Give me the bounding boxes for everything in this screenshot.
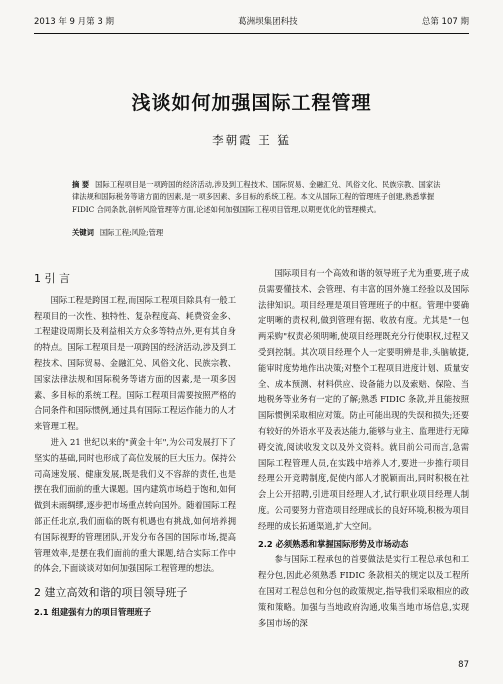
abstract-text: 国际工程项目是一项跨国的经济活动,涉及到工程技术、国际贸易、金融汇兑、风俗文化、民族宗教、国家法律法规和国际税务等诸方面的因素,是一项多因素、多目标的系统工程。本文从国际工程的管理班子创建,熟悉掌握 FIDIC 合同条款,剖析风险管理等方面,论述如何加强国际工程项目管理,以期更优化的管理模式。 [72, 180, 441, 214]
left-column [34, 271, 236, 621]
section-2-heading: 2 建立高效和谐的项目领导班子 [34, 586, 188, 600]
section-1-heading: 1 引 言 [34, 272, 70, 285]
journal-name: 葛洲坝集团科技 [238, 17, 298, 27]
issue-total: 总第 107 期 [421, 17, 469, 27]
keywords [72, 228, 441, 238]
keywords-label: 关键词 [72, 228, 94, 237]
keywords-text: 国际工程;风险;管理 [99, 228, 164, 237]
right-paragraph-2: 参与国际工程承包的首要做法是实行工程总承包和工程分包,因此必须熟悉 FIDIC 条款相关的规定以及工程所在国对工程总包和分包的政策规定,指导我们采取相应的政策和策略。加强与当地政府沟通,收集当地市场信息,实现多国市场的深 [258, 554, 469, 628]
subsection-2-2-heading: 2.2 必须熟悉和掌握国际形势及市场动态 [258, 538, 409, 549]
article-title: 浅谈如何加强国际工程管理 [131, 92, 372, 114]
left-paragraph-2: 进入 21 世纪以来的"黄金十年",为公司发展打下了坚实的基础,同时也形成了高位发展的巨大压力。保持公司高速发展、健康发展,既是我们义不容辞的责任,也是摆在我们面前的重大课题。国内建筑市场趋于饱和,如何做到未雨绸缪,逐步把市场重点转向国外。随着国际工程部正任北京,我们面临的既有机遇也有挑战,如何培养拥有国际视野的管理团队,开发分布各国的国际市场,提高管理效率,是摆在我们面前的重大课题,结合实际工作中的体会,下面谈谈对如何加强国际工程管理的想法。 [34, 436, 236, 574]
right-paragraph-1: 国际项目有一个高效和谐的领导班子尤为重要,班子成员需要懂技术、会管理、有丰富的国外施工经验以及国际法律知识。项目经理是项目管理班子的中枢。管理中要确定明晰的责权利,做到管理有据、收放有度。尤其是"一包两采购"权责必须明晰,使项目经理既充分行使职权,过程又受到控制。其次项目经理个人一定要明辨是非,头脑敏捷,能审时度势地作出决策;对整个工程项目进度计划、质量安全、成本预测、材料供应、设备能力以及索赔、保险、当地税务等业务有一定的了解;熟悉 FIDIC 条款,并且能按照国际惯例采取相应对策。防止可能出现的失误和损失;还要有较好的外语水平及表达能力,能够与业主、监理进行无障碍交流,阅读收发文以及外文资料。就目前公司而言,急需国际工程管理人员,在实践中培养人才,要进一步推行项目经理公开竞聘制度,促使内部人才脱颖而出,同时积极在社会上公开招聘,引进项目经理人才,试行职业项目经理人制度。公司要努力营造项目经理成长的良好环境,积极为项目经理的成长拓通渠道,扩大空间。 [258, 268, 469, 531]
running-header [34, 13, 469, 29]
abstract-label: 摘 要 [72, 180, 90, 189]
page-number: 87 [458, 660, 469, 670]
right-column [258, 266, 469, 631]
article-authors: 李朝霞 王 猛 [212, 133, 291, 147]
subsection-2-1-heading: 2.1 组建强有力的项目管理班子 [34, 606, 152, 617]
issue-date: 2013 年 9 月第 3 期 [34, 17, 114, 27]
left-paragraph-1: 国际工程是跨国工程,而国际工程项目除具有一般工程项目的一次性、独特性、复杂程度高、耗费资金多、工程建设周期长及利益相关方众多等特点外,更有其自身的特点。国际工程项目是一项跨国的经济活动,涉及到工程技术、国际贸易、金融汇兑、风俗文化、民族宗教、国家法律法规和国际税务等诸方面的因素,是一项多因素、多目标的系统工程。国际工程项目需要按照严格的合同条件和国际惯例,通过具有国际工程运作能力的人才来管理工程。 [34, 294, 236, 432]
abstract [72, 179, 441, 216]
header-rule [34, 33, 469, 34]
